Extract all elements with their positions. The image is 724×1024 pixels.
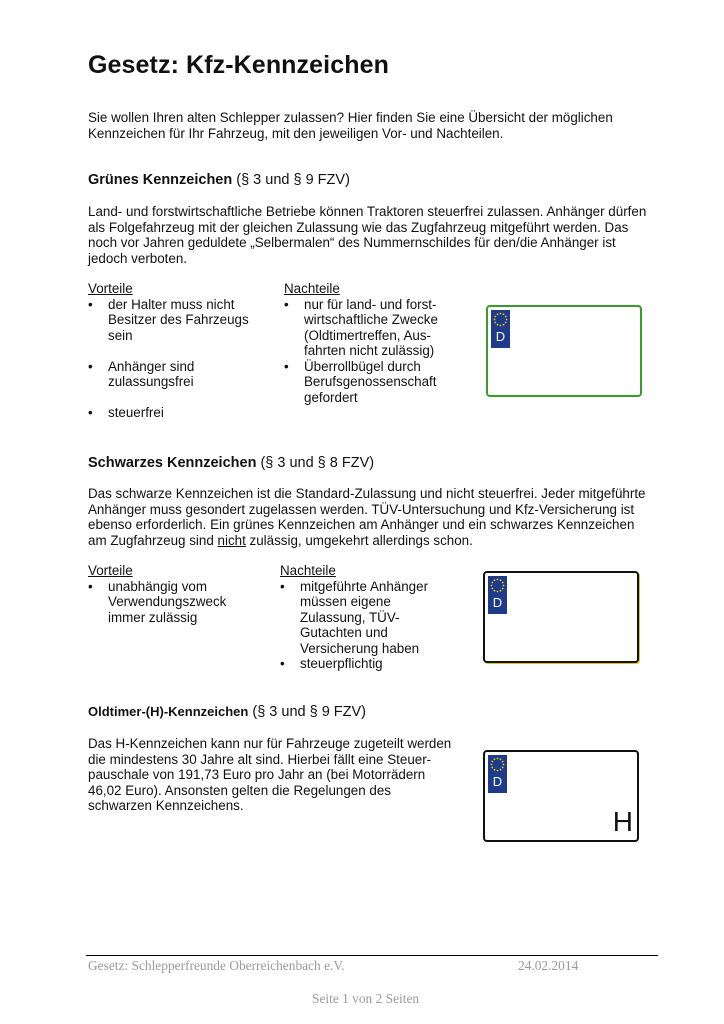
list-item-line: • nur für land- und forst- — [304, 296, 437, 312]
green-heading-bold: Grünes Kennzeichen — [88, 172, 233, 188]
black-heading — [88, 455, 374, 471]
underlined-word: nicht — [217, 532, 246, 548]
list-item-line: fahrten nicht zulässig) — [304, 343, 435, 358]
eu-band — [488, 576, 507, 614]
eu-stars-icon — [488, 755, 507, 774]
intro-line: Sie wollen Ihren alten Schlepper zulassen? Hier finden Sie eine Übersicht der möglichen — [88, 110, 613, 125]
list-item-line: • Anhänger sind — [108, 358, 195, 374]
list-item-line: gefordert — [304, 389, 358, 405]
black-license-plate — [483, 571, 639, 663]
footer-left: Gesetz: Schlepperfreunde Oberreichenbach e.V. — [88, 958, 345, 973]
list-item-line: wirtschaftliche Zwecke — [304, 312, 438, 327]
list-item — [284, 359, 464, 406]
list-item-line: zulassungsfrei — [108, 374, 194, 389]
list-item-line: sein — [108, 327, 133, 343]
list-item-line: Versicherung haben — [300, 640, 420, 656]
list-item-line: Verwendungszweck — [108, 594, 227, 609]
list-item — [284, 297, 464, 359]
list-item — [88, 579, 268, 626]
footer-page-number: Seite 1 von 2 Seiten — [312, 991, 420, 1006]
black-text-line — [88, 533, 668, 549]
oldtimer-paragraph — [88, 736, 468, 814]
green-text-line: jedoch verboten. — [88, 250, 188, 266]
oldtimer-text-line: 46,02 Euro). Ansonsten gelten die Regelungen des — [88, 782, 392, 798]
green-pros-list — [88, 297, 268, 421]
eu-band — [491, 310, 510, 348]
oldtimer-license-plate — [483, 750, 639, 842]
list-item-line: • der Halter muss nicht — [108, 296, 235, 312]
black-paragraph — [88, 486, 668, 548]
list-item-line: Zulassung, TÜV- — [300, 609, 400, 625]
green-paragraph — [88, 204, 668, 266]
page-title: Gesetz: Kfz-Kennzeichen — [88, 51, 389, 79]
green-cons-label: Nachteile — [284, 281, 340, 296]
black-cons — [280, 563, 460, 672]
eu-stars-icon — [491, 310, 510, 329]
oldtimer-text-line: pauschale von 191,73 Euro pro Jahr an (bei Motorrädern — [88, 767, 426, 782]
footer-date: 24.02.2014 — [518, 958, 579, 973]
h-letter: H — [612, 806, 633, 837]
list-item — [88, 405, 268, 421]
green-pros-label: Vorteile — [88, 281, 133, 296]
list-item-line: • unabhängig vom — [108, 578, 208, 594]
oldtimer-text-line: die mindestens 30 Jahre alt sind. Hierbei fällt eine Steuer- — [88, 751, 432, 767]
green-pros — [88, 281, 268, 421]
green-text-line: noch vor Jahren geduldete „Selbermalen“ des Nummernschildes für den/die Anhänger ist — [88, 235, 616, 250]
list-item-line: • steuerfrei — [108, 405, 164, 420]
oldtimer-heading — [88, 704, 366, 720]
list-item-line: Gutachten und — [300, 625, 388, 640]
text-span: am Zugfahrzeug sind — [88, 532, 218, 548]
list-item-line: müssen eigene — [300, 594, 391, 609]
black-text-line: Anhänger muss gesondert zugelassen werden. TÜV-Untersuchung und Kfz-Versicherung ist — [88, 501, 635, 517]
list-item-line: immer zulässig — [108, 609, 198, 625]
black-cons-list — [280, 579, 460, 672]
list-item-line: • steuerpflichtig — [300, 656, 383, 671]
list-item-line: • mitgeführte Anhänger — [300, 578, 429, 594]
oldtimer-heading-rest: (§ 3 und § 9 FZV) — [248, 704, 367, 720]
green-heading — [88, 172, 350, 188]
list-item — [88, 359, 268, 390]
intro-paragraph — [88, 110, 648, 141]
country-code: D — [495, 329, 506, 344]
eu-band — [488, 755, 507, 793]
list-item — [88, 297, 268, 344]
black-pros-list — [88, 579, 268, 626]
oldtimer-heading-bold: Oldtimer-(H)-Kennzeichen — [88, 704, 249, 719]
green-heading-rest: (§ 3 und § 9 FZV) — [232, 172, 350, 188]
green-cons — [284, 281, 464, 405]
list-item-line: • Überrollbügel durch — [304, 358, 421, 374]
country-code: D — [492, 595, 503, 610]
eu-stars-icon — [488, 576, 507, 595]
black-cons-label: Nachteile — [280, 563, 336, 578]
country-code: D — [492, 774, 503, 789]
list-item-line: Besitzer des Fahrzeugs — [108, 312, 249, 327]
black-pros — [88, 563, 268, 625]
oldtimer-text-line: Das H-Kennzeichen kann nur für Fahrzeuge zugeteilt werden — [88, 736, 452, 751]
list-item-line: (Oldtimertreffen, Aus- — [304, 327, 432, 343]
green-license-plate — [486, 305, 642, 397]
list-item — [280, 579, 460, 657]
black-pros-label: Vorteile — [88, 563, 133, 578]
green-text-line: als Folgefahrzeug mit der gleichen Zulassung wie das Zugfahrzeug mitgeführt werden. Das — [88, 219, 629, 235]
black-text-line: Das schwarze Kennzeichen ist die Standard-Zulassung und nicht steuerfrei. Jeder mitgeführte — [88, 486, 646, 501]
green-cons-list — [284, 297, 464, 406]
oldtimer-text-line: schwarzen Kennzeichens. — [88, 798, 244, 813]
black-text-line: ebenso erforderlich. Ein grünes Kennzeichen am Anhänger und ein schwarzes Kennzeichen — [88, 517, 635, 532]
black-heading-rest: (§ 3 und § 8 FZV) — [256, 455, 375, 471]
list-item — [280, 656, 460, 672]
list-item-line: Berufsgenossenschaft — [304, 374, 437, 389]
intro-line: Kennzeichen für Ihr Fahrzeug, mit den jeweiligen Vor- und Nachteilen. — [88, 125, 504, 141]
footer-divider — [86, 955, 658, 956]
green-text-line: Land- und forstwirtschaftliche Betriebe können Traktoren steuerfrei zulassen. Anhänger dürfen — [88, 204, 647, 219]
text-span: zulässig, umgekehrt allerdings schon. — [245, 532, 473, 548]
black-heading-bold: Schwarzes Kennzeichen — [88, 455, 257, 471]
